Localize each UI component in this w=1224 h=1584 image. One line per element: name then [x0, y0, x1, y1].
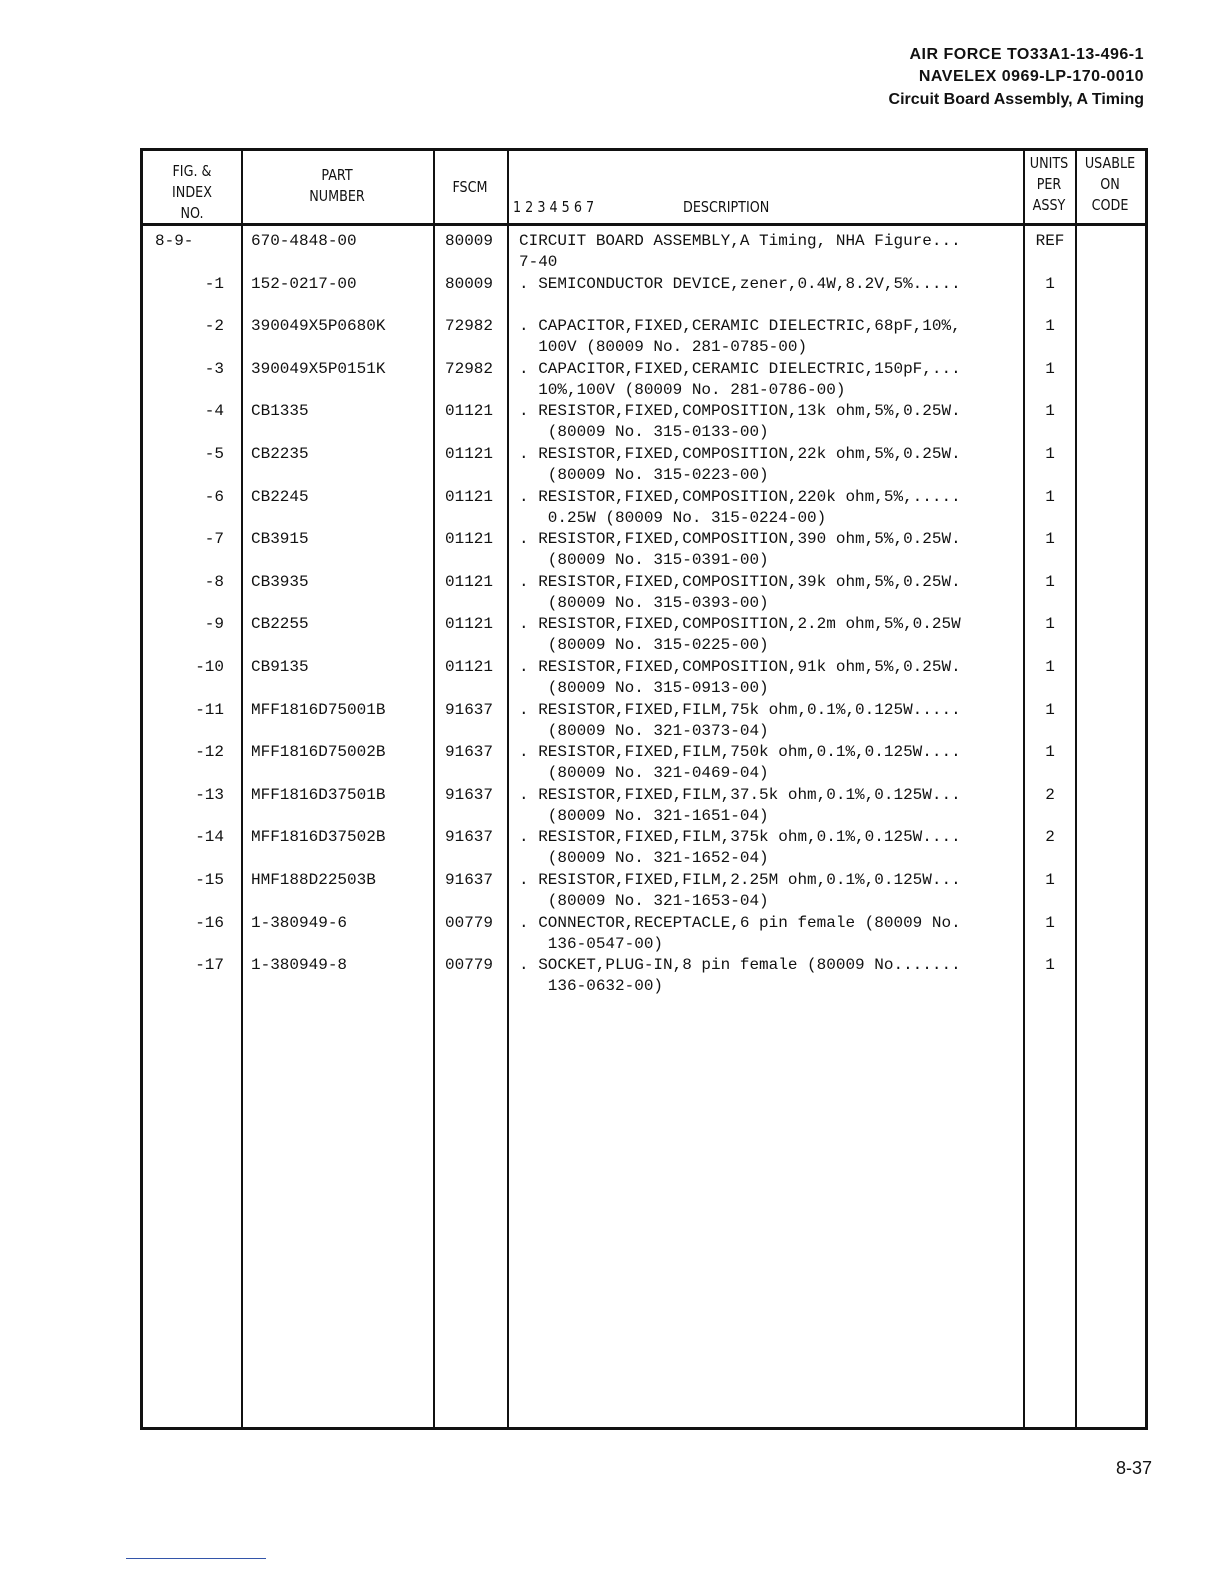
description-line: (80009 No. 315-0393-00) [519, 593, 769, 612]
description-line: (80009 No. 315-0225-00) [519, 636, 769, 655]
usable-header-line: USABLE [1084, 154, 1136, 172]
units-per-assy: 1 [1045, 317, 1055, 336]
units-per-assy: 1 [1045, 956, 1055, 975]
index-number: -16 [195, 913, 224, 932]
usable-header-line: CODE [1091, 196, 1129, 214]
index-number: -8 [204, 572, 224, 591]
index-number: -17 [195, 956, 224, 975]
part-number: MFF1816D75001B [251, 700, 386, 719]
description [519, 955, 1019, 997]
index-number: -13 [195, 785, 224, 804]
description-line: (80009 No. 315-0223-00) [519, 466, 769, 484]
fscm-header: FSCM [452, 178, 488, 196]
part-number: 670-4848-00 [251, 232, 357, 250]
column-divider [433, 151, 435, 1427]
fscm-code: 01121 [445, 572, 494, 591]
description-line: . RESISTOR,FIXED,FILM,375k ohm,0.1%,0.125W.... [519, 828, 961, 847]
description-line: CIRCUIT BOARD ASSEMBLY,A Timing, NHA Figure... [519, 232, 961, 250]
fscm-code: 00779 [445, 956, 494, 975]
index-number: -10 [195, 658, 224, 676]
part-number: CB3935 [251, 572, 309, 591]
units-per-assy: 1 [1045, 359, 1055, 378]
description-line: 136-0632-00) [519, 977, 664, 996]
indent-levels-header: 1 2 3 4 5 6 7 [513, 198, 595, 216]
units-header-line: PER [1036, 175, 1062, 193]
part-number: CB2245 [251, 487, 309, 506]
description-line: . RESISTOR,FIXED,FILM,37.5k ohm,0.1%,0.125W... [519, 785, 961, 804]
units-per-assy: 1 [1045, 615, 1055, 634]
description-line: . RESISTOR,FIXED,COMPOSITION,91k ohm,5%,0.25W. [519, 658, 961, 676]
description-line: . RESISTOR,FIXED,FILM,2.25M ohm,0.1%,0.125W... [519, 871, 961, 889]
index-number: 8-9- [155, 232, 194, 250]
fscm-code: 91637 [445, 828, 494, 847]
header-line-1: AIR FORCE TO33A1-13-496-1 [909, 46, 1144, 63]
description [519, 401, 1019, 443]
part-number: CB2255 [251, 615, 309, 634]
fscm-code: 91637 [445, 871, 494, 889]
column-divider [241, 151, 243, 1427]
description [519, 785, 1019, 827]
description-line: (80009 No. 321-0373-04) [519, 721, 769, 740]
units-per-assy: 1 [1045, 572, 1055, 591]
units-per-assy: 1 [1045, 445, 1055, 463]
units-header-line: UNITS [1029, 154, 1069, 172]
fscm-code: 91637 [445, 700, 494, 719]
description-line: . RESISTOR,FIXED,COMPOSITION,39k ohm,5%,0.25W. [519, 572, 961, 591]
index-number: -4 [204, 402, 224, 421]
parts-list-table [140, 148, 1148, 1430]
description-line: (80009 No. 321-0469-04) [519, 764, 769, 783]
part-number: CB1335 [251, 402, 309, 421]
fscm-code: 80009 [445, 232, 494, 250]
description-line: 0.25W (80009 No. 315-0224-00) [519, 508, 827, 527]
fig-index-header [150, 161, 233, 224]
units-per-assy: REF [1035, 232, 1065, 250]
fscm-code: 01121 [445, 658, 494, 676]
index-number: -12 [195, 743, 224, 762]
units-per-assy: 1 [1045, 402, 1055, 421]
part-number: CB2235 [251, 445, 309, 463]
header-line-2: NAVELEX 0969-LP-170-0010 [918, 68, 1144, 85]
description-line: 136-0547-00) [519, 934, 664, 953]
description [519, 913, 1019, 955]
index-number: -11 [195, 700, 224, 719]
description [519, 742, 1019, 784]
part-number: 1-380949-6 [251, 913, 348, 932]
description [519, 572, 1019, 614]
fscm-code: 01121 [445, 615, 494, 634]
units-per-assy: 2 [1045, 785, 1055, 804]
part-number: HMF188D22503B [251, 871, 376, 889]
page-number: 8-37 [1115, 1458, 1152, 1478]
scan-mark [36, 172, 86, 208]
description-line: . RESISTOR,FIXED,COMPOSITION,220k ohm,5%,..... [519, 487, 961, 506]
usable-on-code-header [1080, 153, 1140, 216]
fscm-code: 01121 [445, 402, 494, 421]
description [519, 529, 1019, 571]
description-line: 7-40 [519, 253, 558, 271]
description-line: . CAPACITOR,FIXED,CERAMIC DIELECTRIC,68pF,10%, [519, 317, 961, 336]
header-divider [143, 223, 1145, 226]
part-number: CB3915 [251, 530, 309, 549]
part-number: 390049X5P0680K [251, 317, 386, 336]
description-line: (80009 No. 321-1652-04) [519, 849, 769, 868]
description-line: 100V (80009 No. 281-0785-00) [519, 338, 808, 357]
description-line: (80009 No. 315-0391-00) [519, 551, 769, 570]
part-number: 1-380949-8 [251, 956, 348, 975]
fscm-code: 91637 [445, 785, 494, 804]
index-number: -1 [204, 274, 224, 293]
fscm-code: 72982 [445, 317, 494, 336]
part-number: MFF1816D37502B [251, 828, 386, 847]
header-line-3: Circuit Board Assembly, A Timing [888, 91, 1144, 108]
fig-index-header-line: INDEX [172, 183, 212, 201]
description [519, 444, 1019, 486]
fig-index-header-line: NO. [180, 204, 204, 222]
part-number-header [255, 165, 418, 207]
description-line: (80009 No. 321-1651-04) [519, 806, 769, 825]
part-number-header-line: NUMBER [309, 187, 365, 205]
units-per-assy-header [1027, 153, 1071, 216]
description-line: 10%,100V (80009 No. 281-0786-00) [519, 380, 846, 399]
part-number: MFF1816D75002B [251, 743, 386, 762]
fscm-code: 01121 [445, 530, 494, 549]
description-line: . RESISTOR,FIXED,FILM,75k ohm,0.1%,0.125W..... [519, 700, 961, 719]
units-per-assy: 1 [1045, 530, 1055, 549]
description [519, 231, 1019, 273]
description [519, 700, 1019, 742]
description-line: . RESISTOR,FIXED,FILM,750k ohm,0.1%,0.125W.... [519, 743, 961, 762]
description-line: . SEMICONDUCTOR DEVICE,zener,0.4W,8.2V,5%..... [519, 274, 961, 293]
index-number: -15 [195, 871, 224, 889]
part-number: CB9135 [251, 658, 309, 676]
units-header-line: ASSY [1032, 196, 1066, 214]
part-number: 390049X5P0151K [251, 359, 386, 378]
description-header: DESCRIPTION [683, 198, 770, 216]
units-per-assy: 1 [1045, 743, 1055, 762]
description-line: . SOCKET,PLUG-IN,8 pin female (80009 No....... [519, 956, 961, 975]
description-line: . CAPACITOR,FIXED,CERAMIC DIELECTRIC,150pF,... [519, 359, 961, 378]
description-line: . RESISTOR,FIXED,COMPOSITION,22k ohm,5%,0.25W. [519, 445, 961, 463]
description-line: . RESISTOR,FIXED,COMPOSITION,13k ohm,5%,0.25W. [519, 402, 961, 421]
fscm-code: 91637 [445, 743, 494, 762]
description [519, 274, 1019, 295]
units-per-assy: 1 [1045, 487, 1055, 506]
description [519, 870, 1019, 912]
description-line: (80009 No. 321-1653-04) [519, 892, 769, 910]
index-number: -14 [195, 828, 224, 847]
part-number: 152-0217-00 [251, 274, 357, 293]
fscm-code: 01121 [445, 487, 494, 506]
index-number: -9 [204, 615, 224, 634]
description [519, 359, 1019, 401]
index-number: -7 [204, 530, 224, 549]
index-number: -2 [204, 317, 224, 336]
fscm-code: 01121 [445, 445, 494, 463]
fscm-code: 80009 [445, 274, 494, 293]
units-per-assy: 1 [1045, 871, 1055, 889]
fig-index-header-line: FIG. & [172, 162, 212, 180]
description [519, 316, 1019, 358]
units-per-assy: 1 [1045, 658, 1055, 676]
units-per-assy: 1 [1045, 700, 1055, 719]
footer-rule [126, 1558, 266, 1559]
description [519, 614, 1019, 656]
usable-header-line: ON [1100, 175, 1120, 193]
description-line: . CONNECTOR,RECEPTACLE,6 pin female (80009 No. [519, 913, 961, 932]
units-per-assy: 1 [1045, 274, 1055, 293]
part-number: MFF1816D37501B [251, 785, 386, 804]
index-number: -5 [204, 445, 224, 463]
description [519, 827, 1019, 869]
units-per-assy: 2 [1045, 828, 1055, 847]
description-line: . RESISTOR,FIXED,COMPOSITION,390 ohm,5%,0.25W. [519, 530, 961, 549]
fscm-code: 72982 [445, 359, 494, 378]
units-per-assy: 1 [1045, 913, 1055, 932]
description [519, 487, 1019, 529]
description-line: (80009 No. 315-0133-00) [519, 423, 769, 442]
part-number-header-line: PART [321, 166, 353, 184]
description-line: . RESISTOR,FIXED,COMPOSITION,2.2m ohm,5%,0.25W [519, 615, 961, 634]
column-divider [507, 151, 509, 1427]
index-number: -6 [204, 487, 224, 506]
index-number: -3 [204, 359, 224, 378]
fscm-code: 00779 [445, 913, 494, 932]
description [519, 657, 1019, 699]
description-line: (80009 No. 315-0913-00) [519, 679, 769, 697]
